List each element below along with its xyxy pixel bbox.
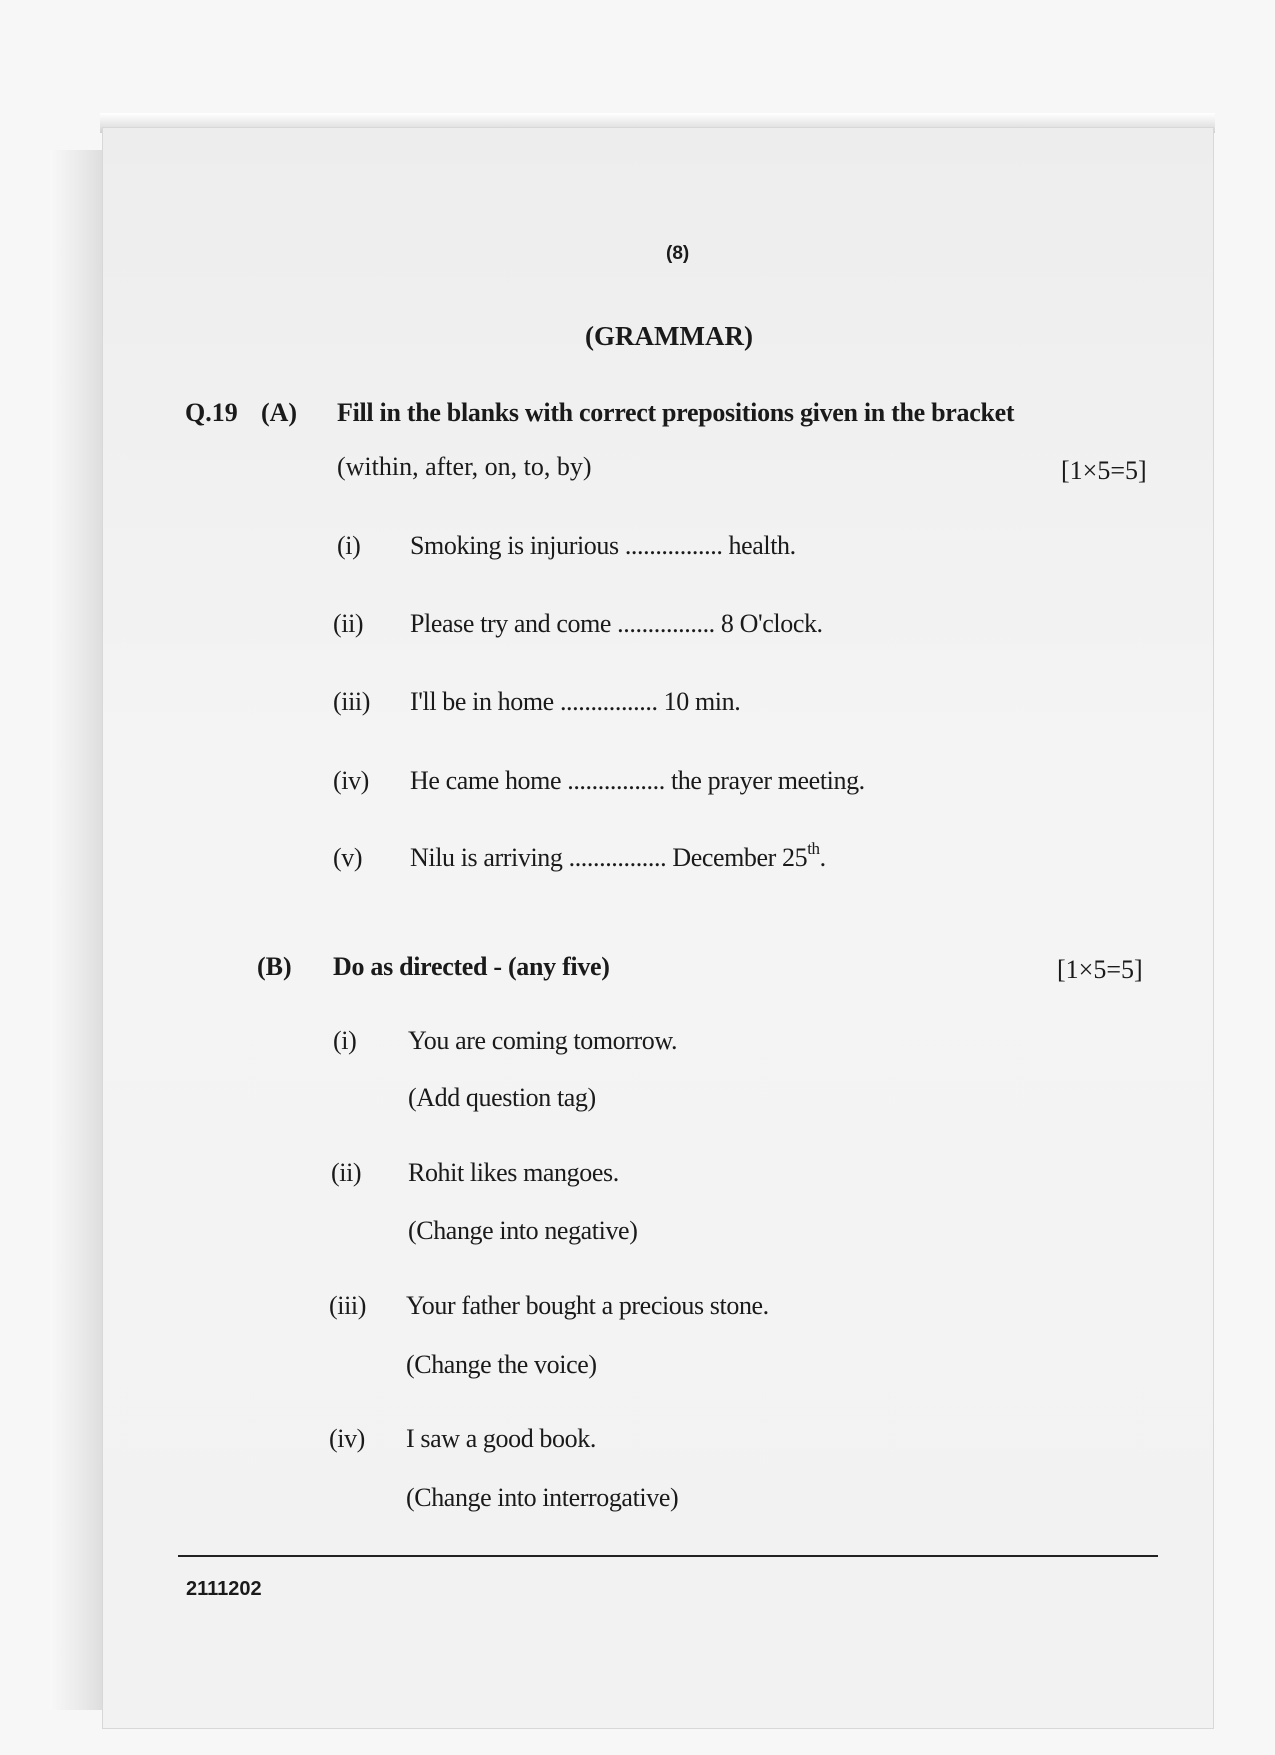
part-a-item-2-text	[410, 609, 823, 639]
item-text-before: He came home	[410, 766, 562, 795]
part-a-item-1	[337, 531, 360, 561]
part-b-item-1-direction: (Add question tag)	[408, 1083, 596, 1112]
part-a-item-2	[333, 609, 363, 639]
part-a-label: (A)	[261, 398, 298, 427]
part-b-item-4-sentence: I saw a good book.	[406, 1424, 596, 1453]
item-text-before: Please try and come	[410, 609, 612, 638]
part-b-marks: [1×5=5]	[1057, 955, 1143, 984]
blank-dots: ................	[617, 609, 715, 638]
item-text-before: Nilu is arriving	[410, 843, 563, 872]
part-a-item-4	[333, 766, 369, 796]
stacked-page-edges	[50, 150, 105, 1710]
footer-rule	[178, 1555, 1158, 1557]
item-number: (v)	[333, 843, 363, 872]
blank-dots: ................	[568, 843, 667, 872]
paper-code: 2111202	[186, 1578, 262, 1600]
part-b-item-3-number: (iii)	[329, 1291, 366, 1320]
part-a-item-1-text	[410, 531, 796, 561]
item-text-after: 8 O'clock.	[720, 609, 823, 638]
part-a-item-5-text	[410, 839, 826, 873]
part-b-item-4-direction: (Change into interrogative)	[406, 1483, 679, 1512]
part-a-item-4-text	[410, 766, 865, 796]
part-b-item-1-number: (i)	[333, 1026, 357, 1055]
item-number: (i)	[337, 531, 361, 560]
part-a-options: (within, after, on, to, by)	[337, 452, 592, 481]
item-number: (iv)	[333, 766, 369, 795]
item-text-end: .	[819, 843, 826, 872]
part-b-label: (B)	[257, 952, 292, 981]
part-b-item-3-direction: (Change the voice)	[406, 1350, 597, 1379]
item-text-before: I'll be in home	[410, 687, 554, 716]
page-number: (8)	[666, 243, 690, 264]
item-text-before: Smoking is injurious	[410, 531, 619, 560]
part-b-item-2-number: (ii)	[331, 1158, 362, 1187]
part-b-item-3-sentence: Your father bought a precious stone.	[406, 1291, 769, 1320]
item-text-after: December 25	[672, 843, 808, 872]
blank-dots: ................	[624, 531, 723, 560]
part-b-item-2-direction: (Change into negative)	[408, 1216, 638, 1245]
blank-dots: ................	[567, 766, 665, 795]
part-b-item-2-sentence: Rohit likes mangoes.	[408, 1158, 619, 1187]
ordinal-suffix: th	[807, 839, 820, 858]
part-a-marks: [1×5=5]	[1061, 456, 1147, 485]
item-text-after: 10 min.	[663, 687, 741, 716]
part-a-instruction: Fill in the blanks with correct prepositions given in the bracket	[337, 398, 1015, 427]
part-b-instruction: Do as directed - (any five)	[333, 952, 610, 981]
section-title: (GRAMMAR)	[585, 321, 753, 351]
part-b-item-4-number: (iv)	[329, 1424, 365, 1453]
part-a-item-3	[333, 687, 370, 717]
item-text-after: health.	[728, 531, 796, 560]
blank-dots: ................	[559, 687, 658, 716]
item-text-after: the prayer meeting.	[670, 766, 865, 795]
question-number: Q.19	[185, 398, 238, 427]
item-number: (iii)	[333, 687, 370, 716]
item-number: (ii)	[333, 609, 364, 638]
part-b-item-1-sentence: You are coming tomorrow.	[408, 1026, 678, 1055]
part-a-item-3-text	[410, 687, 740, 717]
part-a-item-5	[333, 843, 362, 873]
